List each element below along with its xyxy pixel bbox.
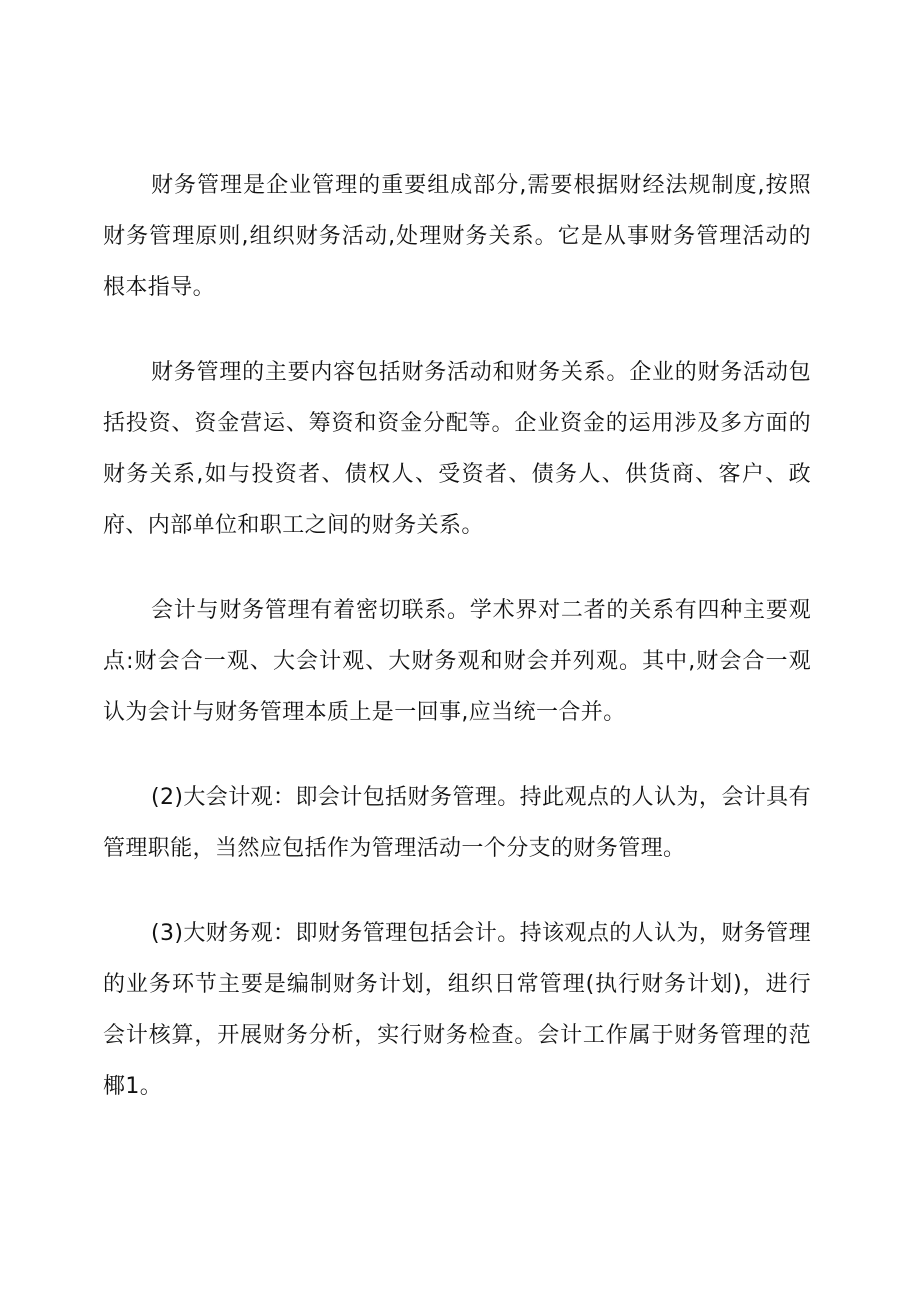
paragraph-2: 财务管理的主要内容包括财务活动和财务关系。企业的财务活动包括投资、资金营运、筹资和资金分配等。企业资金的运用涉及多方面的财务关系,如与投资者、债权人、受资者、债务人、供货商、客户、政府、内部单位和职工之间的财务关系。 — [103, 360, 811, 538]
paragraph-4: (2)大会计观：即会计包括财务管理。持此观点的人认为，会计具有管理职能，当然应包括作为管理活动一个分支的财务管理。 — [103, 785, 811, 861]
document-body — [103, 160, 811, 1112]
paragraph-5: (3)大财务观：即财务管理包括会计。持该观点的人认为，财务管理的业务环节主要是编制财务计划，组织日常管理(执行财务计划)，进行会计核算，开展财务分析，实行财务检查。会计工作属于财务管理的范椰1。 — [103, 921, 811, 1099]
paragraph-1: 财务管理是企业管理的重要组成部分,需要根据财经法规制度,按照财务管理原则,组织财务活动,处理财务关系。它是从事财务管理活动的根本指导。 — [103, 173, 811, 300]
paragraph-3: 会计与财务管理有着密切联系。学术界对二者的关系有四种主要观点:财会合一观、大会计观、大财务观和财会并列观。其中,财会合一观认为会计与财务管理本质上是一回事,应当统一合并。 — [103, 598, 811, 725]
